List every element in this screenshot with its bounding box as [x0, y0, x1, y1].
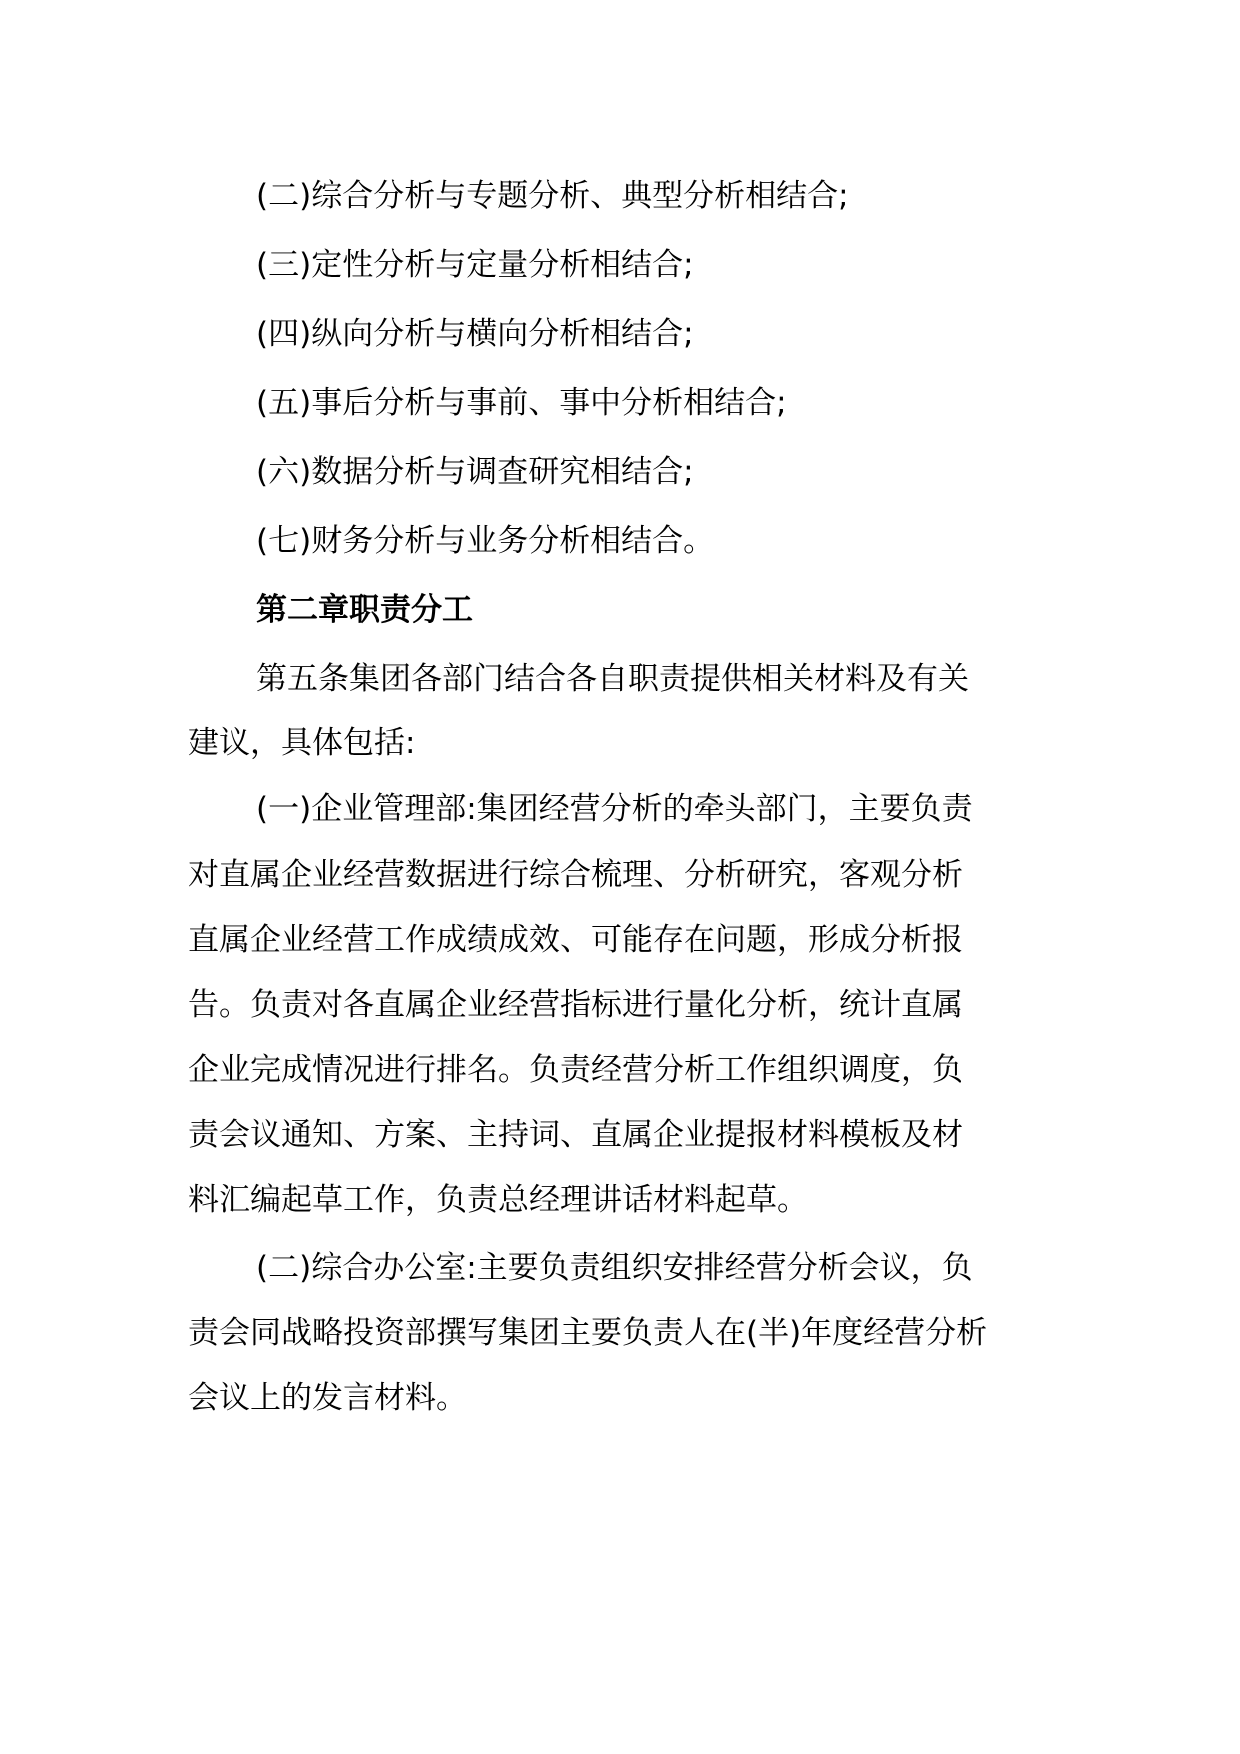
item2-line3: 会议上的发言材料。 — [188, 1380, 467, 1416]
item1-line7: 料汇编起草工作，负责总经理讲话材料起草。 — [188, 1182, 808, 1218]
item1-line5: 企业完成情况进行排名。负责经营分析工作组织调度，负 — [188, 1052, 963, 1088]
list-item-7: (七)财务分析与业务分析相结合。 — [256, 523, 715, 559]
chapter-heading: 第二章职责分工 — [256, 592, 473, 628]
item1-line6: 责会议通知、方案、主持词、直属企业提报材料模板及材 — [188, 1117, 963, 1153]
article5-line1: 第五条集团各部门结合各自职责提供相关材料及有关 — [256, 661, 969, 697]
list-item-2: (二)综合分析与专题分析、典型分析相结合; — [256, 178, 849, 214]
item2-line1: (二)综合办公室:主要负责组织安排经营分析会议，负 — [256, 1250, 973, 1286]
article5-line2: 建议，具体包括: — [188, 725, 416, 761]
list-item-5: (五)事后分析与事前、事中分析相结合; — [256, 385, 787, 421]
list-item-4: (四)纵向分析与横向分析相结合; — [256, 316, 694, 352]
item1-line2: 对直属企业经营数据进行综合梳理、分析研究，客观分析 — [188, 857, 963, 893]
item1-line4: 告。负责对各直属企业经营指标进行量化分析，统计直属 — [188, 987, 963, 1023]
item1-line1: (一)企业管理部:集团经营分析的牵头部门，主要负责 — [256, 791, 973, 827]
list-item-6: (六)数据分析与调查研究相结合; — [256, 454, 694, 490]
item2-line2: 责会同战略投资部撰写集团主要负责人在(半)年度经营分析 — [188, 1315, 988, 1351]
item1-line3: 直属企业经营工作成绩成效、可能存在问题，形成分析报 — [188, 922, 963, 958]
list-item-3: (三)定性分析与定量分析相结合; — [256, 247, 694, 283]
